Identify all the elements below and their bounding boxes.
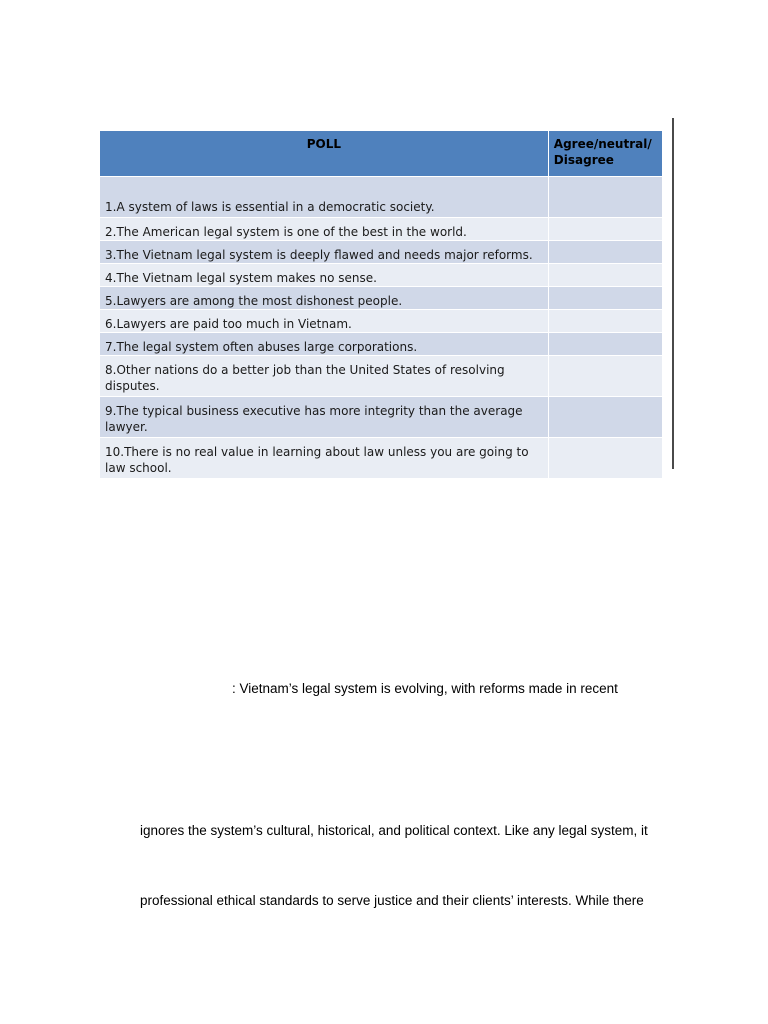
poll-question: 1.A system of laws is essential in a democratic society. — [100, 177, 549, 218]
table-row — [100, 287, 663, 310]
poll-answer-cell — [548, 397, 662, 438]
poll-question: 7.The legal system often abuses large corporations. — [100, 333, 549, 356]
table-row — [100, 438, 663, 479]
body-text-line: ignores the system’s cultural, historical, and political context. Like any legal system, it — [140, 823, 648, 838]
poll-answer-cell — [548, 438, 662, 479]
poll-answer-cell — [548, 177, 662, 218]
poll-question: 9.The typical business executive has more integrity than the average lawyer. — [100, 397, 549, 438]
poll-question: 6.Lawyers are paid too much in Vietnam. — [100, 310, 549, 333]
poll-answer-cell — [548, 264, 662, 287]
table-row — [100, 397, 663, 438]
table-row — [100, 264, 663, 287]
poll-header-answer-line1: Agree/neutral/ — [553, 137, 652, 151]
poll-table — [99, 130, 663, 479]
poll-answer-cell — [548, 333, 662, 356]
poll-question: 5.Lawyers are among the most dishonest people. — [100, 287, 549, 310]
table-row — [100, 356, 663, 397]
table-row — [100, 241, 663, 264]
poll-answer-cell — [548, 241, 662, 264]
poll-question: 10.There is no real value in learning about law unless you are going to law school. — [100, 438, 549, 479]
poll-answer-cell — [548, 218, 662, 241]
table-row — [100, 218, 663, 241]
poll-table-header — [100, 131, 663, 177]
poll-question: 2.The American legal system is one of the best in the world. — [100, 218, 549, 241]
page-margin-rule — [672, 118, 674, 469]
poll-question: 3.The Vietnam legal system is deeply flawed and needs major reforms. — [100, 241, 549, 264]
table-row — [100, 177, 663, 218]
poll-question: 8.Other nations do a better job than the United States of resolving disputes. — [100, 356, 549, 397]
poll-answer-cell — [548, 287, 662, 310]
poll-header-question: POLL — [100, 131, 549, 177]
poll-header-answer-line2: Disagree — [553, 153, 614, 167]
table-row — [100, 310, 663, 333]
poll-answer-cell — [548, 310, 662, 333]
poll-answer-cell — [548, 356, 662, 397]
poll-question: 4.The Vietnam legal system makes no sense. — [100, 264, 549, 287]
body-text-line: professional ethical standards to serve justice and their clients’ interests. While there — [140, 893, 644, 908]
table-row — [100, 333, 663, 356]
poll-header-answer — [548, 131, 662, 177]
body-text-line: : Vietnam’s legal system is evolving, with reforms made in recent — [232, 681, 618, 696]
